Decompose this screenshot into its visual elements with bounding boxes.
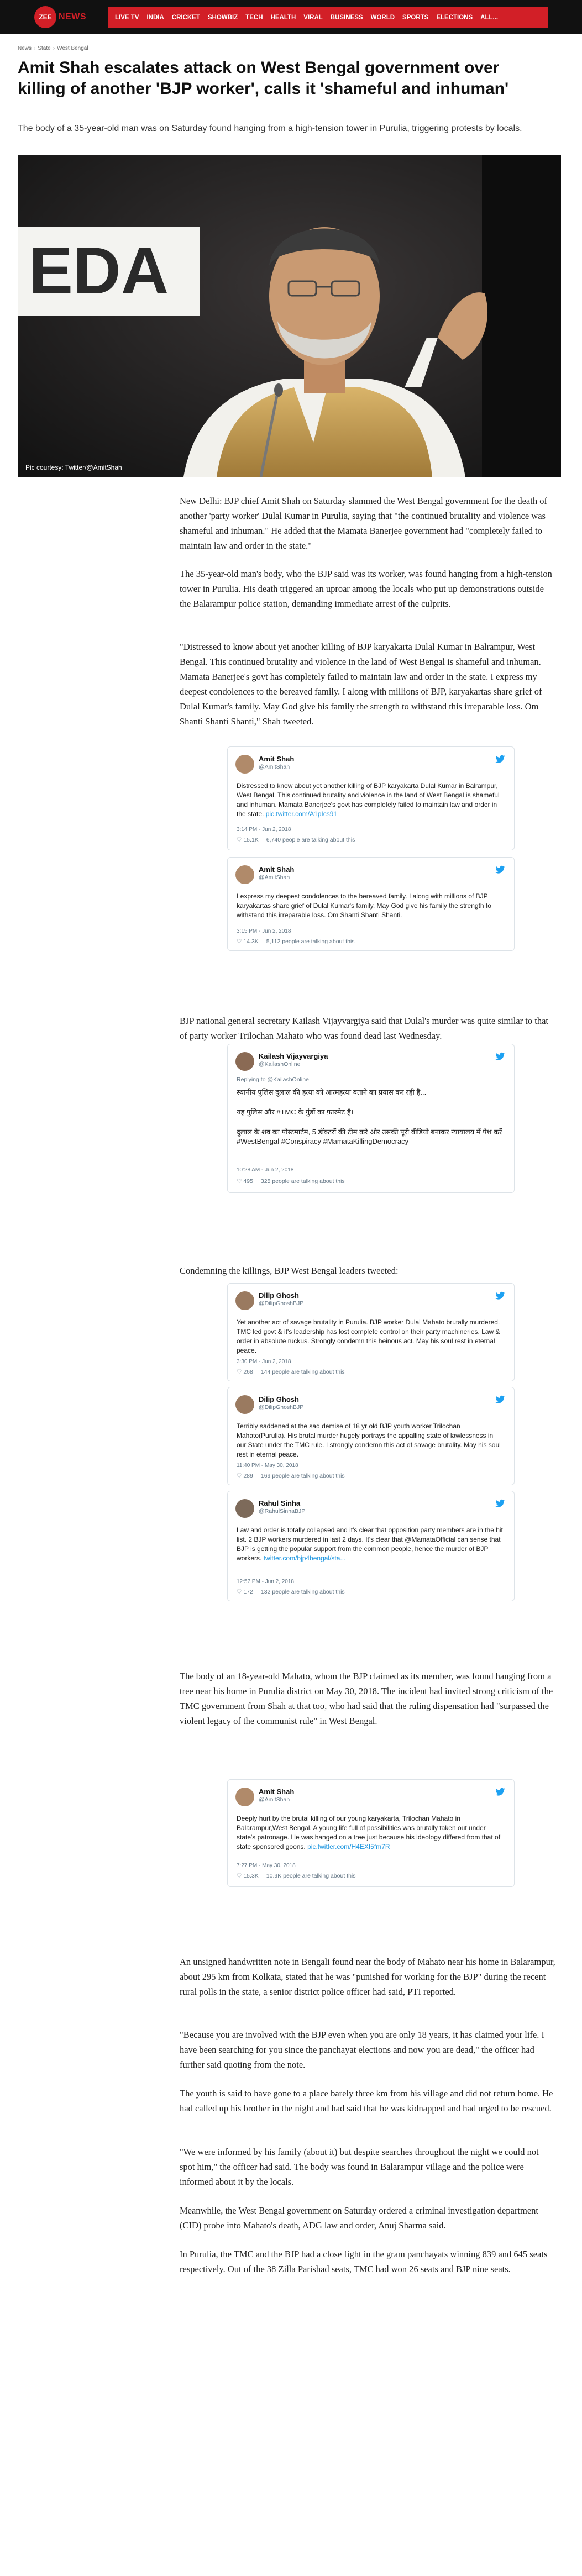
talking-count[interactable]: 5,112 people are talking about this [266, 938, 355, 945]
like-count[interactable]: ♡ 172 [237, 1589, 253, 1595]
embedded-tweet[interactable] [227, 1779, 515, 1887]
breadcrumb-state[interactable]: State [38, 45, 51, 51]
tweet-timestamp[interactable]: 3:14 PM - Jun 2, 2018 [237, 827, 291, 833]
like-count[interactable]: ♡ 495 [237, 1178, 253, 1185]
embedded-tweet[interactable] [227, 746, 515, 850]
paragraph-6: The body of an 18-year-old Mahato, whom the BJP claimed as its member, was found hanging from a tree near his home in Purulia district on May 30, 2018. The incident had invited strong criticism of the TMC government from Shah at that too, who had said that the ruling dispensation had "surpassed the violent legacy of the communist rule" in West Bengal. [180, 1671, 553, 1726]
tweet-link[interactable]: twitter.com/bjp4bengal/sta... [263, 1554, 346, 1562]
tweet-text: Terribly saddened at the sad demise of 18 yr old BJP youth worker Trilochan Mahato(Purulia). His brutal murder hugely portrays the appalling state of lawlessness in our State under the TMC rule. I strongly condemn this act of savage brutality. May his soul rest in eternal peace. [237, 1422, 501, 1458]
logo-mark: ZEE [34, 6, 56, 28]
paragraph-10: "We were informed by his family (about it) but despite searches throughout the night we could not spot him," the officer had said. The body was found in Balarampur village and the police were informed about it by the locals. [180, 2147, 539, 2187]
tweet-author-handle[interactable]: @AmitShah [259, 1796, 290, 1803]
paragraph-7: An unsigned handwritten note in Bengali found near the body of Mahato near his home in Balarampur, about 295 km from Kolkata, stated that he was "punished for working for the BJP" during the recent rural polls in the state, a senior district police officer had said, PTI reported. [180, 1957, 555, 1997]
embedded-tweet[interactable] [227, 1044, 515, 1193]
avatar[interactable] [235, 865, 254, 884]
nav-sports[interactable]: SPORTS [402, 14, 429, 21]
tweet-text-line-1: स्थानीय पुलिस दुलाल की हत्या को आत्महत्या बताने का प्रयास कर रही है... [237, 1088, 427, 1096]
like-count[interactable]: ♡ 15.1K [237, 837, 259, 843]
twitter-bird-icon[interactable] [495, 1291, 505, 1300]
twitter-bird-icon[interactable] [495, 1788, 505, 1796]
tweet-author-handle[interactable]: @RahulSinhaBJP [259, 1508, 306, 1515]
tweet-author-name[interactable]: Dilip Ghosh [259, 1291, 299, 1300]
paragraph-1: New Delhi: BJP chief Amit Shah on Saturday slammed the West Bengal government for the death of another 'party worker' Dulal Kumar in Purulia, saying that "the continued brutality and violence was shameful and inhuman." He added that the Mamata Banerjee government had "completely failed to maintain law and order in the state." [180, 496, 547, 551]
nav-tech[interactable]: TECH [245, 14, 263, 21]
like-count[interactable]: ♡ 15.3K [237, 1873, 259, 1879]
tweet-text-line-3: दुलाल के शव का पोस्टमार्टम, 5 डॉक्टरों की टीम करे और उसकी पूरी वीडियो बनाकर न्यायालय में पेश करें #WestBengal #Conspiracy #MamataKillingDemocracy [237, 1128, 502, 1145]
logo-text: NEWS [59, 12, 86, 22]
talking-count[interactable]: 325 people are talking about this [260, 1178, 345, 1185]
breadcrumb: News › State › West Bengal [18, 45, 88, 51]
main-nav [108, 7, 548, 28]
embedded-tweet[interactable] [227, 1283, 515, 1381]
paragraph-5: Condemning the killings, BJP West Bengal leaders tweeted: [180, 1265, 399, 1276]
embedded-tweet[interactable] [227, 857, 515, 951]
tweet-author-handle[interactable]: @DilipGhoshBJP [259, 1404, 304, 1411]
like-count[interactable]: ♡ 14.3K [237, 938, 259, 945]
tweet-author-name[interactable]: Amit Shah [259, 865, 295, 874]
twitter-bird-icon[interactable] [495, 865, 505, 874]
nav-india[interactable]: INDIA [146, 14, 164, 21]
avatar[interactable] [235, 1499, 254, 1518]
paragraph-12: In Purulia, the TMC and the BJP had a close fight in the gram panchayats winning 839 and 645 seats respectively. Out of the 38 Zilla Parishad seats, TMC had won 26 seats and BJP nine seats. [180, 2249, 548, 2274]
paragraph-11: Meanwhile, the West Bengal government on Saturday ordered a criminal investigation department (CID) probe into Mahato's death, ADG law and order, Anuj Sharma said. [180, 2205, 539, 2231]
page-title: Amit Shah escalates attack on West Bengal government over killing of another 'BJP worker', calls it 'shameful and inhuman' [18, 59, 509, 98]
talking-count[interactable]: 169 people are talking about this [260, 1473, 345, 1479]
talking-count[interactable]: 6,740 people are talking about this [266, 837, 355, 843]
nav-live-tv[interactable]: LIVE TV [115, 14, 139, 21]
tweet-author-handle[interactable]: @AmitShah [259, 874, 290, 881]
image-caption: Pic courtesy: Twitter/@AmitShah [25, 464, 122, 471]
tweet-text: Distressed to know about yet another killing of BJP karyakarta Dulal Kumar in Balrampur, West Bengal. This continued brutality and violence in the land of West Bengal is shameful and inhuman. Mamata Banerjee's govt has completely failed to maintain law and order in the state. [237, 782, 500, 818]
tweet-text: Deeply hurt by the brutal killing of our young karyakarta, Trilochan Mahato in Balarampur,West Bengal. A young life full of possibilities was brutally taken out under state's patronage. He was hanged on a tree just because his ideology differed from that of state sponsored goons. [237, 1815, 501, 1850]
tweet-author-handle[interactable]: @KailashOnline [259, 1061, 301, 1068]
tweet-link[interactable]: pic.twitter.com/H4EXI5fm7R [307, 1843, 390, 1850]
tweet-text: Yet another act of savage brutality in Purulia. BJP worker Dulal Mahato brutally murdered. TMC led govt & it's leadership has lost complete control on their party machineries. Law & order in absolute ruckus. Strongly condemn this heinous act. May his soul rest in eternal peace. [237, 1318, 500, 1354]
talking-count[interactable]: 144 people are talking about this [260, 1369, 345, 1375]
paragraph-2: The 35-year-old man's body, who the BJP said was its worker, was found hanging from a high-tension tower in Purulia. His death triggered an uproar among the locals who put up demonstrations outside the Balarampur police station, demanding immediate arrest of the culprits. [180, 569, 552, 609]
avatar[interactable] [235, 1395, 254, 1414]
paragraph-9: The youth is said to have gone to a place barely three km from his village and did not return home. He had called up his brother in the night and had said that he was kidnapped and had urged to be rescued. [180, 2088, 553, 2114]
tweet-timestamp[interactable]: 3:30 PM - Jun 2, 2018 [237, 1359, 291, 1365]
breadcrumb-news[interactable]: News [18, 45, 32, 51]
nav-all[interactable]: ALL... [480, 14, 499, 21]
paragraph-8: "Because you are involved with the BJP even when you are only 18 years, it has claimed your life. I have been searching for you since the panchayat elections and now you are dead," the officer had further said quoting from the note. [180, 2030, 544, 2070]
reply-to-label[interactable]: Replying to @KailashOnline [237, 1076, 309, 1083]
like-count[interactable]: ♡ 289 [237, 1473, 253, 1479]
site-header [0, 0, 582, 34]
tweet-timestamp[interactable]: 12:57 PM - Jun 2, 2018 [237, 1579, 294, 1585]
tweet-timestamp[interactable]: 11:40 PM - May 30, 2018 [237, 1463, 298, 1469]
article-summary: The body of a 35-year-old man was on Saturday found hanging from a high-tension tower in Purulia, triggering protests by locals. [18, 124, 522, 133]
tweet-author-name[interactable]: Rahul Sinha [259, 1499, 301, 1507]
tweet-author-name[interactable]: Kailash Vijayvargiya [259, 1052, 328, 1060]
avatar[interactable] [235, 1291, 254, 1310]
avatar[interactable] [235, 1788, 254, 1806]
site-logo[interactable] [34, 6, 86, 29]
nav-health[interactable]: HEALTH [270, 14, 296, 21]
talking-count[interactable]: 132 people are talking about this [260, 1589, 345, 1595]
tweet-text: I express my deepest condolences to the bereaved family. I along with millions of BJP karyakartas share grief of Dulal Kumar's family. May God give his family the strength to withstand this irreparable loss. Om Shanti Shanti Shanti. [237, 892, 491, 919]
twitter-bird-icon[interactable] [495, 1052, 505, 1061]
tweet-timestamp[interactable]: 3:15 PM - Jun 2, 2018 [237, 928, 291, 934]
tweet-text: Law and order is totally collapsed and it's clear that opposition party members are in the hit list. 2 BJP workers murdered in last 2 days. It's clear that @MamataOfficial can sense that BJP is getting the popular support from the common people, hence the murder of BJP workers. [237, 1526, 503, 1562]
twitter-bird-icon[interactable] [495, 1499, 505, 1508]
tweet-author-name[interactable]: Amit Shah [259, 1788, 295, 1796]
hero-illustration [18, 155, 561, 477]
embedded-tweet[interactable] [227, 1491, 515, 1601]
tweet-link[interactable]: pic.twitter.com/A1pIcs91 [265, 810, 338, 818]
hero-image [18, 155, 561, 477]
nav-world[interactable]: WORLD [370, 14, 395, 21]
embedded-tweet[interactable] [227, 1387, 515, 1485]
tweet-author-name[interactable]: Dilip Ghosh [259, 1395, 299, 1403]
tweet-author-name[interactable]: Amit Shah [259, 755, 295, 763]
breadcrumb-west-bengal[interactable]: West Bengal [57, 45, 88, 51]
nav-viral[interactable]: VIRAL [303, 14, 323, 21]
tweet-text-line-2: यह पुलिस और #TMC के गुंडों का फ़ारमेट है। [237, 1108, 354, 1116]
avatar[interactable] [235, 1052, 254, 1071]
backdrop-text: EDA [29, 234, 169, 308]
tweet-author-handle[interactable]: @AmitShah [259, 764, 290, 770]
nav-showbiz[interactable]: SHOWBIZ [207, 14, 238, 21]
twitter-bird-icon[interactable] [495, 1395, 505, 1404]
tweet-author-handle[interactable]: @DilipGhoshBJP [259, 1300, 304, 1307]
tweet-timestamp[interactable]: 7:27 PM - May 30, 2018 [237, 1863, 296, 1869]
paragraph-4: BJP national general secretary Kailash Vijayvargiya said that Dulal's murder was quite similar to that of party worker Trilochan Mahato who was found dead last Wednesday. [180, 1016, 549, 1041]
avatar[interactable] [235, 755, 254, 774]
nav-cricket[interactable]: CRICKET [171, 14, 200, 21]
twitter-bird-icon[interactable] [495, 755, 505, 764]
nav-business[interactable]: BUSINESS [330, 14, 363, 21]
nav-elections[interactable]: ELECTIONS [436, 14, 473, 21]
like-count[interactable]: ♡ 268 [237, 1369, 253, 1375]
talking-count[interactable]: 10.9K people are talking about this [266, 1873, 356, 1879]
tweet-timestamp[interactable]: 10:28 AM - Jun 2, 2018 [237, 1167, 294, 1173]
paragraph-3: "Distressed to know about yet another killing of BJP karyakarta Dulal Kumar in Balrampur, West Bengal. This continued brutality and violence in the land of West Bengal is shameful and inhuman. Mamata Banerjee's govt has completely failed to maintain law and order in the state. I express my deepest condolences to the bereaved family. I along with millions of BJP, karyakartas share grief of Dulal Kumar's family. May God give his family the strength to withstand this irreparable loss. Om Shanti Shanti Shanti," Shah tweeted. [180, 642, 542, 727]
